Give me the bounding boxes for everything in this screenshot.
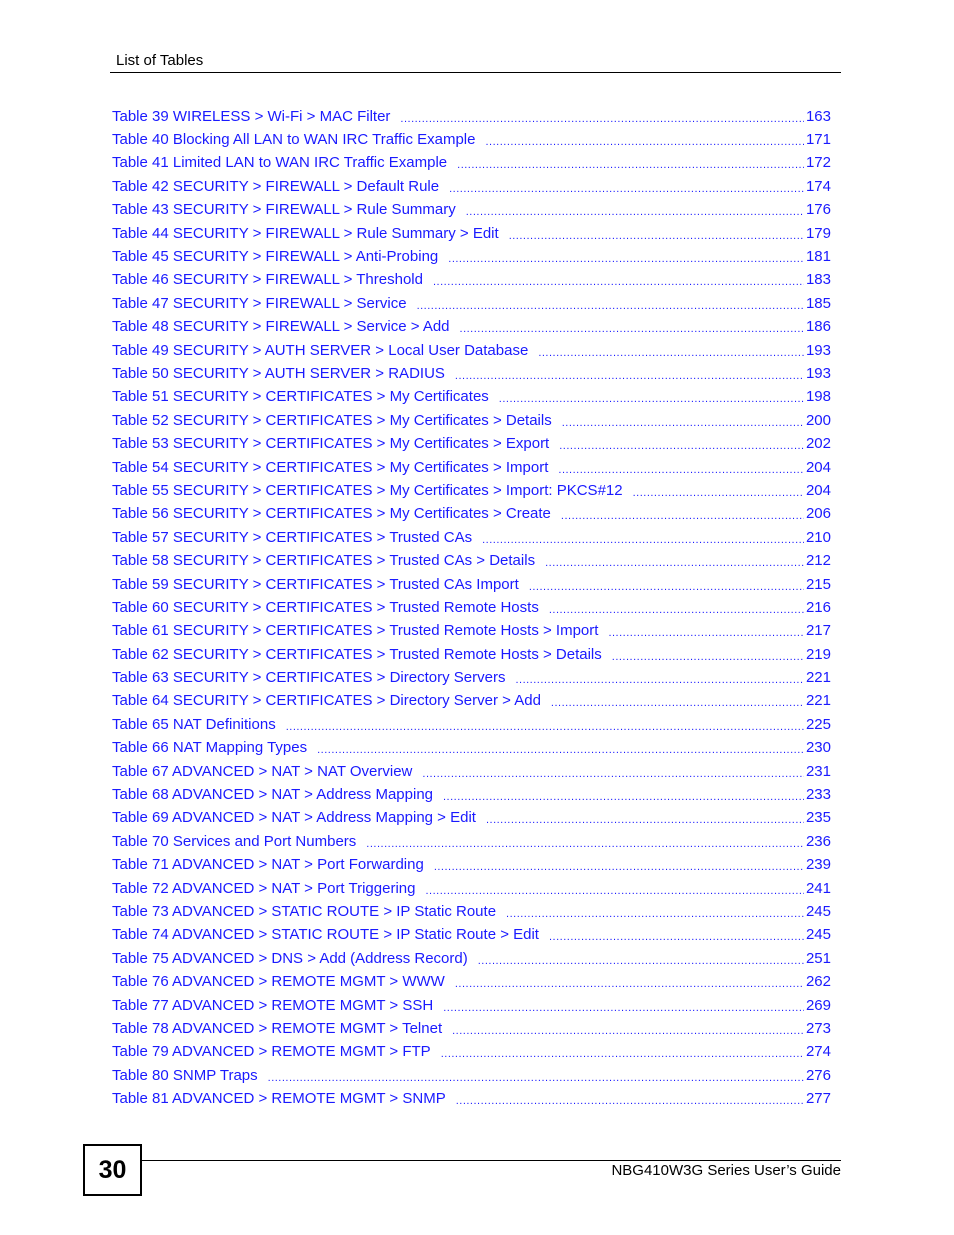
toc-entry-title: Table 79 ADVANCED > REMOTE MGMT > FTP <box>112 1043 431 1061</box>
toc-entry-link[interactable] <box>112 643 831 666</box>
toc-entry-page: 239 <box>805 856 831 874</box>
toc-entry-page: 215 <box>805 575 831 593</box>
dot-leader <box>422 764 804 784</box>
toc-entry-title: Table 43 SECURITY > FIREWALL > Rule Summary <box>112 201 456 219</box>
dot-leader <box>443 998 804 1018</box>
toc-entry-page: 216 <box>805 598 831 616</box>
toc-entry-link[interactable] <box>112 245 831 268</box>
toc-entry-page: 202 <box>805 435 831 453</box>
toc-entry-page: 217 <box>805 622 831 640</box>
dot-leader <box>441 1044 804 1064</box>
toc-entry-title: Table 49 SECURITY > AUTH SERVER > Local User Database <box>112 341 529 359</box>
toc-entry-page: 221 <box>805 692 831 710</box>
toc-entry-page: 241 <box>805 879 831 897</box>
toc-entry-page: 274 <box>805 1043 831 1061</box>
dot-leader <box>434 857 804 877</box>
toc-entry-link[interactable] <box>112 807 831 830</box>
dot-leader <box>478 951 804 971</box>
toc-entry-title: Table 48 SECURITY > FIREWALL > Service > Add <box>112 318 450 336</box>
toc-entry-link[interactable] <box>112 970 831 993</box>
toc-entry-link[interactable] <box>112 316 831 339</box>
toc-entry-title: Table 62 SECURITY > CERTIFICATES > Trusted Remote Hosts > Details <box>112 645 602 663</box>
dot-leader <box>317 740 804 760</box>
toc-entry-page: 171 <box>805 131 831 149</box>
dot-leader <box>486 810 804 830</box>
toc-entry-page: 193 <box>805 341 831 359</box>
header-divider <box>110 72 841 73</box>
dot-leader <box>452 1021 804 1041</box>
toc-entry-link[interactable] <box>112 222 831 245</box>
toc-entry-page: 186 <box>805 318 831 336</box>
toc-entry-page: 219 <box>805 645 831 663</box>
toc-entry-title: Table 75 ADVANCED > DNS > Add (Address Record) <box>112 949 468 967</box>
dot-leader <box>549 927 804 947</box>
toc-entry-page: 204 <box>805 481 831 499</box>
toc-entry-page: 174 <box>805 177 831 195</box>
toc-entry-link[interactable] <box>112 409 831 432</box>
toc-entry-title: Table 81 ADVANCED > REMOTE MGMT > SNMP <box>112 1090 446 1108</box>
toc-entry-title: Table 46 SECURITY > FIREWALL > Threshold <box>112 271 423 289</box>
toc-entry-title: Table 53 SECURITY > CERTIFICATES > My Certificates > Export <box>112 435 550 453</box>
dot-leader <box>558 460 804 480</box>
dot-leader <box>482 530 804 550</box>
toc-entry-page: 183 <box>805 271 831 289</box>
toc-entry-title: Table 71 ADVANCED > NAT > Port Forwarding <box>112 856 424 874</box>
toc-entry-title: Table 52 SECURITY > CERTIFICATES > My Certificates > Details <box>112 411 552 429</box>
toc-entry-title: Table 66 NAT Mapping Types <box>112 739 308 757</box>
toc-entry-page: 185 <box>805 294 831 312</box>
dot-leader <box>268 1068 804 1088</box>
toc-entry-link[interactable] <box>112 175 831 198</box>
dot-leader <box>443 787 804 807</box>
toc-entry-title: Table 57 SECURITY > CERTIFICATES > Trusted CAs <box>112 528 473 546</box>
toc-entry-title: Table 44 SECURITY > FIREWALL > Rule Summary > Edit <box>112 224 499 242</box>
dot-leader <box>417 296 804 316</box>
toc-entry-page: 200 <box>805 411 831 429</box>
toc-entry-title: Table 54 SECURITY > CERTIFICATES > My Certificates > Import <box>112 458 549 476</box>
dot-leader <box>633 483 804 503</box>
dot-leader <box>457 155 804 175</box>
toc-entry-page: 276 <box>805 1066 831 1084</box>
toc-entry-page: 193 <box>805 364 831 382</box>
toc-entry-link[interactable] <box>112 503 831 526</box>
toc-entry-link[interactable] <box>112 854 831 877</box>
toc-entry-link[interactable] <box>112 620 831 643</box>
toc-entry-page: 198 <box>805 388 831 406</box>
toc-entry-link[interactable] <box>112 573 831 596</box>
toc-entry-link[interactable] <box>112 994 831 1017</box>
dot-leader <box>286 717 804 737</box>
toc-entry-link[interactable] <box>112 947 831 970</box>
toc-entry-title: Table 67 ADVANCED > NAT > NAT Overview <box>112 762 413 780</box>
toc-entry-page: 236 <box>805 832 831 850</box>
dot-leader <box>545 553 804 573</box>
toc-entry-link[interactable] <box>112 1017 831 1040</box>
toc-entry-title: Table 74 ADVANCED > STATIC ROUTE > IP Static Route > Edit <box>112 926 539 944</box>
toc-entry-page: 233 <box>805 786 831 804</box>
toc-entry-title: Table 69 ADVANCED > NAT > Address Mapping > Edit <box>112 809 476 827</box>
dot-leader <box>448 249 804 269</box>
toc-entry-page: 231 <box>805 762 831 780</box>
dot-leader <box>400 109 804 129</box>
table-list <box>112 105 831 1111</box>
toc-entry-link[interactable] <box>112 292 831 315</box>
toc-entry-page: 225 <box>805 715 831 733</box>
toc-entry-title: Table 41 Limited LAN to WAN IRC Traffic Example <box>112 154 448 172</box>
toc-entry-title: Table 80 SNMP Traps <box>112 1066 258 1084</box>
toc-entry-title: Table 50 SECURITY > AUTH SERVER > RADIUS <box>112 364 445 382</box>
dot-leader <box>455 366 804 386</box>
dot-leader <box>466 202 804 222</box>
toc-entry-link[interactable] <box>112 783 831 806</box>
toc-entry-title: Table 60 SECURITY > CERTIFICATES > Trusted Remote Hosts <box>112 598 539 616</box>
toc-entry-link[interactable] <box>112 128 831 151</box>
guide-title: NBG410W3G Series User’s Guide <box>611 1162 841 1179</box>
toc-entry-page: 262 <box>805 973 831 991</box>
dot-leader <box>506 904 804 924</box>
toc-entry-link[interactable] <box>112 386 831 409</box>
dot-leader <box>449 179 804 199</box>
dot-leader <box>559 436 804 456</box>
toc-entry-page: 181 <box>805 248 831 266</box>
toc-entry-page: 245 <box>805 926 831 944</box>
toc-entry-page: 273 <box>805 1019 831 1037</box>
toc-entry-page: 221 <box>805 669 831 687</box>
toc-entry-link[interactable] <box>112 1064 831 1087</box>
toc-entry-link[interactable] <box>112 1041 831 1064</box>
toc-entry-link[interactable] <box>112 432 831 455</box>
dot-leader <box>612 647 804 667</box>
dot-leader <box>509 226 804 246</box>
toc-entry-title: Table 73 ADVANCED > STATIC ROUTE > IP Static Route <box>112 902 497 920</box>
toc-entry-title: Table 51 SECURITY > CERTIFICATES > My Certificates <box>112 388 489 406</box>
toc-entry-page: 230 <box>805 739 831 757</box>
toc-entry-page: 277 <box>805 1090 831 1108</box>
dot-leader <box>456 1091 804 1111</box>
toc-entry-link[interactable] <box>112 924 831 947</box>
dot-leader <box>366 834 804 854</box>
toc-entry-link[interactable] <box>112 362 831 385</box>
toc-entry-title: Table 78 ADVANCED > REMOTE MGMT > Telnet <box>112 1019 443 1037</box>
toc-entry-page: 210 <box>805 528 831 546</box>
toc-entry-title: Table 56 SECURITY > CERTIFICATES > My Certificates > Create <box>112 505 551 523</box>
toc-entry-link[interactable] <box>112 877 831 900</box>
toc-entry-page: 251 <box>805 949 831 967</box>
toc-entry-title: Table 68 ADVANCED > NAT > Address Mapping <box>112 786 433 804</box>
toc-entry-link[interactable] <box>112 713 831 736</box>
toc-entry-link[interactable] <box>112 199 831 222</box>
dot-leader <box>561 506 804 526</box>
toc-entry-title: Table 63 SECURITY > CERTIFICATES > Directory Servers <box>112 669 506 687</box>
toc-entry-link[interactable] <box>112 339 831 362</box>
toc-entry-link[interactable] <box>112 152 831 175</box>
toc-entry-page: 204 <box>805 458 831 476</box>
toc-entry-title: Table 61 SECURITY > CERTIFICATES > Trusted Remote Hosts > Import <box>112 622 599 640</box>
toc-entry-title: Table 45 SECURITY > FIREWALL > Anti-Probing <box>112 248 439 266</box>
toc-entry-page: 176 <box>805 201 831 219</box>
toc-entry-link[interactable] <box>112 526 831 549</box>
toc-entry-title: Table 39 WIRELESS > Wi-Fi > MAC Filter <box>112 107 391 125</box>
dot-leader <box>485 132 803 152</box>
toc-entry-title: Table 58 SECURITY > CERTIFICATES > Trusted CAs > Details <box>112 552 536 570</box>
dot-leader <box>515 670 804 690</box>
toc-entry-title: Table 72 ADVANCED > NAT > Port Triggering <box>112 879 416 897</box>
toc-entry-link[interactable] <box>112 690 831 713</box>
dot-leader <box>499 389 804 409</box>
toc-entry-link[interactable] <box>112 105 831 128</box>
toc-entry-title: Table 64 SECURITY > CERTIFICATES > Directory Server > Add <box>112 692 541 710</box>
dot-leader <box>460 319 804 339</box>
toc-entry-title: Table 40 Blocking All LAN to WAN IRC Traffic Example <box>112 131 476 149</box>
toc-entry-page: 245 <box>805 902 831 920</box>
toc-entry-title: Table 42 SECURITY > FIREWALL > Default Rule <box>112 177 440 195</box>
dot-leader <box>551 693 804 713</box>
dot-leader <box>425 881 803 901</box>
toc-entry-link[interactable] <box>112 666 831 689</box>
toc-entry-page: 172 <box>805 154 831 172</box>
toc-entry-title: Table 55 SECURITY > CERTIFICATES > My Certificates > Import: PKCS#12 <box>112 481 623 499</box>
toc-entry-title: Table 47 SECURITY > FIREWALL > Service <box>112 294 407 312</box>
toc-entry-link[interactable] <box>112 456 831 479</box>
toc-entry-page: 235 <box>805 809 831 827</box>
section-header: List of Tables <box>116 52 204 69</box>
toc-entry-link[interactable] <box>112 760 831 783</box>
toc-entry-page: 206 <box>805 505 831 523</box>
dot-leader <box>549 600 804 620</box>
page-number: 30 <box>83 1144 142 1196</box>
toc-entry-link[interactable] <box>112 830 831 853</box>
toc-entry-link[interactable] <box>112 596 831 619</box>
toc-entry-link[interactable] <box>112 549 831 572</box>
toc-entry-page: 179 <box>805 224 831 242</box>
toc-entry-link[interactable] <box>112 900 831 923</box>
dot-leader <box>455 974 804 994</box>
toc-entry-link[interactable] <box>112 1087 831 1110</box>
toc-entry-page: 212 <box>805 552 831 570</box>
toc-entry-link[interactable] <box>112 737 831 760</box>
toc-entry-title: Table 65 NAT Definitions <box>112 715 276 733</box>
toc-entry-title: Table 70 Services and Port Numbers <box>112 832 357 850</box>
dot-leader <box>538 343 804 363</box>
dot-leader <box>529 577 804 597</box>
dot-leader <box>608 623 804 643</box>
dot-leader <box>562 413 804 433</box>
toc-entry-page: 269 <box>805 996 831 1014</box>
toc-entry-link[interactable] <box>112 269 831 292</box>
toc-entry-page: 163 <box>805 107 831 125</box>
dot-leader <box>433 272 804 292</box>
toc-entry-title: Table 59 SECURITY > CERTIFICATES > Trusted CAs Import <box>112 575 519 593</box>
toc-entry-title: Table 76 ADVANCED > REMOTE MGMT > WWW <box>112 973 445 991</box>
toc-entry-title: Table 77 ADVANCED > REMOTE MGMT > SSH <box>112 996 434 1014</box>
toc-entry-link[interactable] <box>112 479 831 502</box>
